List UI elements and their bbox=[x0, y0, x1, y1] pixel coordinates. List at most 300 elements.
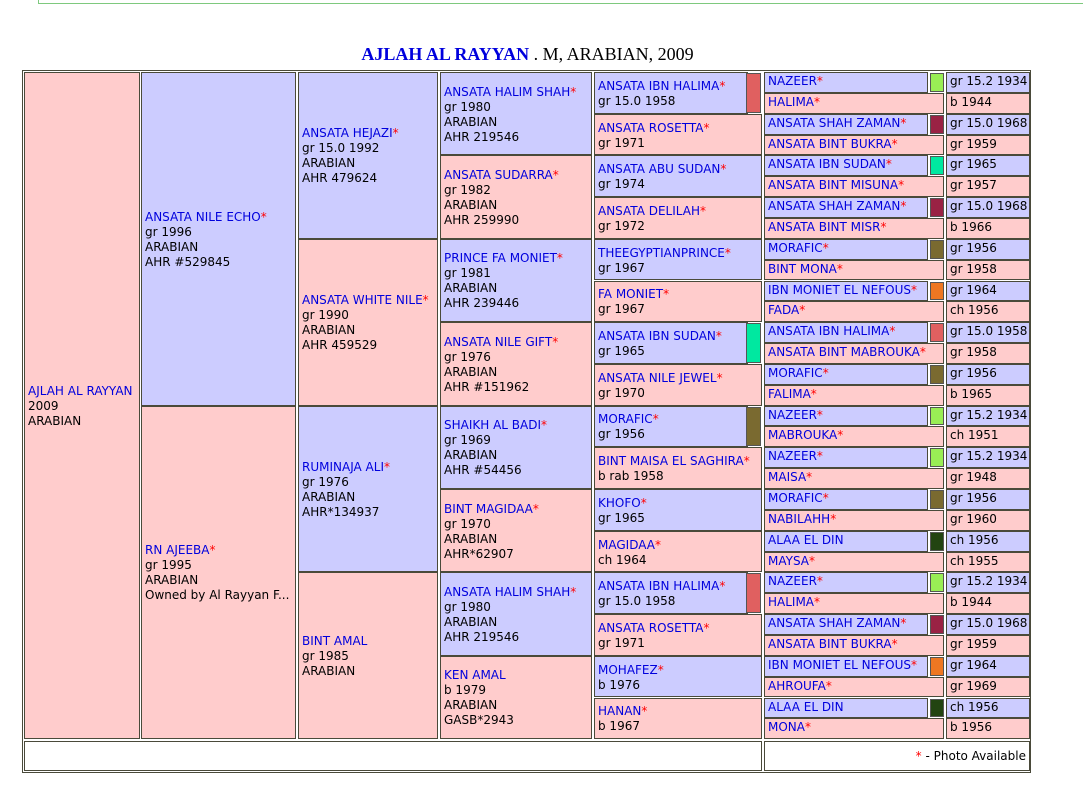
photo-available-marker[interactable]: * bbox=[654, 537, 661, 552]
photo-available-marker[interactable]: * bbox=[570, 585, 577, 600]
photo-available-marker[interactable]: * bbox=[719, 78, 726, 93]
horse-name-link[interactable]: ANSATA SHAH ZAMAN bbox=[768, 616, 901, 631]
horse-name-link[interactable]: ANSATA ROSETTA bbox=[598, 120, 704, 135]
horse-info-line: b 1976 bbox=[598, 677, 640, 692]
horse-name-line bbox=[598, 329, 744, 344]
photo-available-marker[interactable]: * bbox=[911, 657, 917, 672]
horse-info-line: ch 1964 bbox=[598, 552, 647, 567]
horse-name-link[interactable]: MAISA bbox=[768, 470, 807, 485]
gen5-info-cell: gr 1965 bbox=[946, 155, 1030, 176]
photo-available-marker[interactable]: * bbox=[743, 454, 750, 469]
photo-available-marker[interactable]: * bbox=[822, 365, 829, 380]
gen5-horse-cell bbox=[764, 572, 928, 593]
photo-available-marker[interactable]: * bbox=[814, 595, 821, 610]
horse-info-line: AHR 259990 bbox=[444, 213, 520, 228]
horse-info-line: gr 1995 bbox=[145, 558, 192, 573]
color-swatch bbox=[930, 448, 944, 467]
horse-name-link[interactable]: ANSATA DELILAH bbox=[598, 203, 700, 218]
horse-name-link[interactable]: ANSATA HALIM SHAH bbox=[444, 585, 571, 600]
photo-available-marker[interactable]: * bbox=[816, 407, 823, 422]
gen2-horse-cell bbox=[298, 406, 438, 573]
horse-info-line: gr 1980 bbox=[444, 600, 491, 615]
horse-name-line bbox=[598, 162, 758, 177]
horse-info-line: ARABIAN bbox=[444, 364, 498, 379]
horse-info-line: Owned by Al Rayyan F... bbox=[145, 588, 290, 603]
horse-info-line: AHR 219546 bbox=[444, 630, 520, 645]
photo-available-marker[interactable]: * bbox=[830, 511, 837, 526]
gen4-horse-cell bbox=[594, 281, 762, 323]
horse-name-link[interactable]: BINT MONA bbox=[768, 261, 837, 276]
horse-name-link[interactable]: ANSATA BINT MABROUKA bbox=[768, 345, 920, 360]
gen5-horse-cell bbox=[764, 72, 928, 93]
horse-name-line bbox=[444, 168, 588, 183]
horse-name-link[interactable]: ANSATA IBN SUDAN bbox=[768, 157, 886, 172]
color-swatch bbox=[930, 115, 944, 134]
horse-info-line: AHR*134937 bbox=[302, 504, 380, 519]
gen5-horse-cell bbox=[764, 677, 944, 698]
footer-left-cell bbox=[24, 741, 762, 771]
gen5-horse-cell bbox=[764, 322, 928, 343]
gen5-info-cell: gr 1948 bbox=[946, 468, 1030, 489]
color-swatch bbox=[930, 156, 944, 175]
legend-star: * bbox=[915, 749, 922, 764]
horse-name-link[interactable]: FA MONIET bbox=[598, 287, 664, 302]
gen4-horse-cell bbox=[594, 239, 762, 281]
gen5-horse-cell bbox=[764, 135, 944, 156]
horse-name-link[interactable]: AHROUFA bbox=[768, 678, 826, 693]
gen5-info-cell: gr 15.0 1968 bbox=[946, 197, 1030, 218]
horse-name-link[interactable]: ANSATA SUDARRA bbox=[444, 168, 553, 183]
gen5-info-cell: gr 1964 bbox=[946, 656, 1030, 677]
color-swatch bbox=[930, 699, 944, 718]
horse-name-line bbox=[444, 335, 588, 350]
horse-name-line bbox=[598, 454, 758, 469]
horse-name-link[interactable]: MONA bbox=[768, 720, 805, 735]
gen5-info-cell: gr 1959 bbox=[946, 135, 1030, 156]
gen5-info-cell: gr 1969 bbox=[946, 677, 1030, 698]
photo-available-marker[interactable]: * bbox=[260, 209, 267, 224]
horse-name-link[interactable]: PRINCE FA MONIET bbox=[444, 251, 557, 266]
horse-info-line: gr 1981 bbox=[444, 266, 491, 281]
horse-name-link[interactable]: ANSATA NILE GIFT bbox=[444, 334, 553, 349]
photo-available-marker[interactable]: * bbox=[541, 418, 548, 433]
horse-info-line: AHR #151962 bbox=[444, 379, 530, 394]
gen5-info-cell: b 1966 bbox=[946, 218, 1030, 239]
gen3-horse-cell bbox=[440, 155, 592, 238]
photo-available-marker[interactable]: * bbox=[422, 293, 429, 308]
horse-name-link[interactable]: ANSATA WHITE NILE bbox=[302, 293, 423, 308]
horse-name-link[interactable]: HANAN bbox=[598, 704, 642, 719]
gen5-horse-cell bbox=[764, 197, 928, 218]
horse-info-line: gr 1967 bbox=[598, 302, 645, 317]
horse-name-link[interactable]: ANSATA BINT BUKRA bbox=[768, 136, 892, 151]
photo-available-marker[interactable]: * bbox=[641, 704, 648, 719]
photo-available-marker[interactable]: * bbox=[657, 662, 664, 677]
horse-info-line: AHR 459529 bbox=[302, 338, 378, 353]
gen5-info-cell: ch 1951 bbox=[946, 426, 1030, 447]
horse-info-line: gr 1982 bbox=[444, 183, 491, 198]
horse-name-line bbox=[302, 293, 434, 308]
gen5-horse-cell bbox=[764, 114, 928, 135]
gen2-horse-cell bbox=[298, 239, 438, 406]
gen1-horse-cell bbox=[141, 406, 296, 740]
horse-name-link[interactable]: NAZEER bbox=[768, 407, 817, 422]
horse-name-line bbox=[444, 585, 588, 600]
horse-name-link[interactable]: ANSATA HALIM SHAH bbox=[444, 84, 571, 99]
photo-available-marker[interactable]: * bbox=[806, 470, 813, 485]
horse-name-link[interactable]: AJLAH AL RAYYAN bbox=[28, 384, 133, 399]
photo-available-marker[interactable]: * bbox=[822, 240, 829, 255]
color-swatch bbox=[930, 490, 944, 509]
gen5-horse-cell bbox=[764, 155, 928, 176]
gen5-horse-cell bbox=[764, 531, 928, 552]
color-swatch bbox=[930, 282, 944, 301]
photo-available-marker[interactable]: * bbox=[825, 678, 832, 693]
photo-available-marker[interactable]: * bbox=[900, 115, 907, 130]
gen5-horse-cell bbox=[764, 364, 928, 385]
gen5-info-cell: gr 15.0 1958 bbox=[946, 322, 1030, 343]
photo-available-marker[interactable]: * bbox=[383, 459, 390, 474]
horse-info-line: 2009 bbox=[28, 399, 59, 414]
horse-info-line: gr 1980 bbox=[444, 99, 491, 114]
gen5-horse-cell bbox=[764, 614, 928, 635]
horse-name-line bbox=[145, 210, 292, 225]
horse-name-link[interactable]: THEEGYPTIANPRINCE bbox=[598, 245, 725, 260]
horse-name-link[interactable]: MAYSA bbox=[768, 553, 810, 568]
horse-info-line: gr 15.0 1958 bbox=[598, 594, 676, 609]
gen5-horse-cell bbox=[764, 593, 944, 614]
photo-available-marker[interactable]: * bbox=[640, 495, 647, 510]
gen5-info-cell: gr 15.2 1934 bbox=[946, 72, 1030, 93]
photo-available-marker[interactable]: * bbox=[891, 136, 898, 151]
horse-info-line: AHR 219546 bbox=[444, 129, 520, 144]
color-swatch bbox=[930, 365, 944, 384]
horse-name-line bbox=[302, 634, 434, 649]
horse-name-link[interactable]: NABILAHH bbox=[768, 511, 831, 526]
horse-name-link[interactable]: MORAFIC bbox=[768, 491, 823, 505]
gen5-horse-cell bbox=[764, 260, 944, 281]
horse-name-link[interactable]: IBN MONIET EL NEFOUS bbox=[768, 282, 911, 297]
horse-name-link[interactable]: SHAIKH AL BADI bbox=[444, 418, 542, 433]
photo-available-marker[interactable]: * bbox=[720, 162, 727, 177]
horse-info-line: AHR #54456 bbox=[444, 463, 522, 478]
gen5-horse-cell bbox=[764, 281, 928, 302]
gen5-horse-cell bbox=[764, 301, 944, 322]
horse-info-line: gr 15.0 1992 bbox=[302, 141, 380, 156]
horse-name-link[interactable]: BINT MAISA EL SAGHIRA bbox=[598, 454, 744, 469]
color-swatch bbox=[930, 657, 944, 676]
horse-info-line: ARABIAN bbox=[302, 489, 356, 504]
photo-available-marker[interactable]: * bbox=[816, 74, 823, 88]
gen5-horse-cell bbox=[764, 718, 944, 739]
gen5-info-cell: gr 1959 bbox=[946, 635, 1030, 656]
photo-available-marker[interactable]: * bbox=[209, 543, 216, 558]
color-swatch bbox=[746, 323, 761, 363]
gen5-info-cell: gr 1956 bbox=[946, 239, 1030, 260]
horse-name-link[interactable]: ANSATA SHAH ZAMAN bbox=[768, 115, 901, 130]
horse-info-line: gr 1985 bbox=[302, 649, 349, 664]
horse-info-line: b 1967 bbox=[598, 719, 640, 734]
horse-name-link[interactable]: MOHAFEZ bbox=[598, 662, 658, 677]
photo-available-marker[interactable]: * bbox=[911, 282, 917, 297]
gen5-horse-cell bbox=[764, 447, 928, 468]
gen5-horse-cell bbox=[764, 698, 928, 719]
horse-name-link[interactable]: ANSATA ABU SUDAN bbox=[598, 162, 721, 177]
horse-info-line: ARABIAN bbox=[444, 531, 498, 546]
horse-name-line bbox=[444, 668, 588, 683]
horse-name-link[interactable]: BINT MAGIDAA bbox=[444, 501, 533, 516]
gen5-horse-cell bbox=[764, 552, 944, 573]
horse-name-link[interactable]: ANSATA BINT MISR bbox=[768, 219, 881, 234]
horse-info-line: ARABIAN bbox=[444, 198, 498, 213]
horse-name-link[interactable]: MAGIDAA bbox=[598, 537, 655, 552]
horse-name-link[interactable]: MORAFIC bbox=[768, 365, 823, 380]
horse-name-link[interactable]: FALIMA bbox=[768, 386, 811, 401]
horse-name-link[interactable]: FADA bbox=[768, 303, 800, 318]
photo-available-marker[interactable]: * bbox=[799, 303, 806, 318]
photo-available-marker[interactable]: * bbox=[885, 157, 892, 172]
photo-available-marker[interactable]: * bbox=[809, 553, 816, 568]
gen3-horse-cell bbox=[440, 572, 592, 655]
color-swatch bbox=[746, 573, 761, 613]
color-swatch bbox=[930, 407, 944, 426]
horse-name-line bbox=[598, 371, 758, 386]
horse-name-line bbox=[302, 460, 434, 475]
horse-info-line: gr 1990 bbox=[302, 308, 349, 323]
photo-available-marker[interactable]: * bbox=[392, 126, 399, 141]
horse-name-link[interactable]: ANSATA HEJAZI bbox=[302, 126, 393, 141]
gen5-horse-cell bbox=[764, 468, 944, 489]
horse-name-line bbox=[28, 384, 136, 399]
horse-name-line bbox=[598, 663, 758, 678]
title-horse-name: AJLAH AL RAYYAN bbox=[361, 44, 530, 64]
gen4-horse-cell bbox=[594, 698, 762, 740]
horse-name-line bbox=[598, 704, 758, 719]
photo-available-marker[interactable]: * bbox=[900, 199, 907, 214]
horse-info-line: ARABIAN bbox=[302, 156, 356, 171]
horse-info-line: gr 1965 bbox=[598, 510, 645, 525]
photo-available-marker[interactable]: * bbox=[900, 616, 907, 631]
photo-available-marker[interactable]: * bbox=[699, 203, 706, 218]
horse-name-line bbox=[444, 85, 588, 100]
gen4-horse-cell bbox=[594, 531, 762, 573]
horse-info-line: ARABIAN bbox=[444, 114, 498, 129]
horse-name-line bbox=[444, 502, 588, 517]
gen5-horse-cell bbox=[764, 426, 944, 447]
photo-available-marker[interactable]: * bbox=[836, 261, 843, 276]
horse-name-link[interactable]: ANSATA IBN HALIMA bbox=[768, 324, 890, 339]
horse-name-link[interactable]: NAZEER bbox=[768, 574, 817, 589]
color-swatch bbox=[930, 198, 944, 217]
horse-name-line bbox=[444, 251, 588, 266]
gen4-horse-cell bbox=[594, 489, 762, 531]
photo-available-marker[interactable]: * bbox=[719, 579, 726, 594]
photo-available-marker[interactable]: * bbox=[652, 412, 659, 427]
horse-name-link[interactable]: ANSATA IBN SUDAN bbox=[598, 329, 716, 344]
horse-name-link[interactable]: ANSATA BINT MISUNA bbox=[768, 178, 899, 193]
horse-name-link[interactable]: ANSATA SHAH ZAMAN bbox=[768, 199, 901, 214]
horse-name-link[interactable]: MORAFIC bbox=[768, 240, 823, 255]
photo-available-marker[interactable]: * bbox=[837, 428, 844, 443]
horse-info-line: ARABIAN bbox=[145, 239, 199, 254]
horse-info-line: ARABIAN bbox=[444, 698, 498, 713]
horse-name-link[interactable]: HALIMA bbox=[768, 595, 815, 610]
top-frame-border bbox=[38, 0, 1083, 4]
horse-name-line bbox=[598, 79, 744, 94]
horse-info-line: gr 1969 bbox=[444, 433, 491, 448]
gen5-info-cell: gr 15.2 1934 bbox=[946, 406, 1030, 427]
gen5-info-cell: b 1956 bbox=[946, 718, 1030, 739]
horse-name-link[interactable]: HALIMA bbox=[768, 94, 815, 109]
horse-info-line: ARABIAN bbox=[302, 323, 356, 338]
gen3-horse-cell bbox=[440, 489, 592, 572]
photo-available-marker[interactable]: * bbox=[715, 329, 722, 344]
color-swatch bbox=[930, 240, 944, 259]
gen5-horse-cell bbox=[764, 489, 928, 510]
gen2-horse-cell bbox=[298, 72, 438, 239]
horse-name-line bbox=[598, 496, 758, 511]
gen5-info-cell: ch 1956 bbox=[946, 698, 1030, 719]
photo-available-marker[interactable]: * bbox=[552, 334, 559, 349]
gen3-horse-cell bbox=[440, 656, 592, 739]
photo-available-marker[interactable]: * bbox=[716, 370, 723, 385]
photo-available-marker[interactable]: * bbox=[552, 168, 559, 183]
page-title bbox=[0, 44, 1055, 65]
gen5-info-cell: gr 1956 bbox=[946, 364, 1030, 385]
legend-text: - Photo Available bbox=[921, 749, 1026, 764]
photo-available-marker[interactable]: * bbox=[556, 251, 563, 266]
horse-info-line: gr 1971 bbox=[598, 635, 645, 650]
gen5-info-cell: ch 1955 bbox=[946, 552, 1030, 573]
gen5-info-cell: b 1965 bbox=[946, 385, 1030, 406]
photo-available-marker[interactable]: * bbox=[919, 345, 926, 360]
photo-available-marker[interactable]: * bbox=[663, 287, 670, 302]
horse-info-line: ARABIAN bbox=[28, 414, 82, 429]
color-swatch bbox=[930, 573, 944, 592]
gen5-horse-cell bbox=[764, 385, 944, 406]
horse-name-line bbox=[598, 246, 758, 261]
gen5-info-cell: gr 1960 bbox=[946, 510, 1030, 531]
gen5-info-cell: gr 1956 bbox=[946, 489, 1030, 510]
gen4-horse-cell bbox=[594, 447, 762, 489]
gen4-horse-cell bbox=[594, 72, 748, 114]
gen5-horse-cell bbox=[764, 406, 928, 427]
gen5-info-cell: gr 15.2 1934 bbox=[946, 572, 1030, 593]
color-swatch bbox=[930, 532, 944, 551]
horse-name-link[interactable]: RUMINAJA ALI bbox=[302, 459, 384, 474]
horse-name-link[interactable]: ANSATA BINT BUKRA bbox=[768, 636, 892, 651]
horse-info-line: ARABIAN bbox=[444, 615, 498, 630]
horse-info-line: gr 1974 bbox=[598, 177, 645, 192]
gen4-horse-cell bbox=[594, 322, 748, 364]
horse-info-line: gr 1976 bbox=[444, 349, 491, 364]
horse-info-line: gr 1965 bbox=[598, 344, 645, 359]
gen4-horse-cell bbox=[594, 155, 762, 197]
photo-available-marker[interactable]: * bbox=[816, 449, 823, 464]
gen5-horse-cell bbox=[764, 510, 944, 531]
gen1-horse-cell bbox=[141, 72, 296, 406]
photo-available-marker[interactable]: * bbox=[816, 574, 823, 589]
horse-name-line bbox=[598, 121, 758, 136]
gen5-horse-cell bbox=[764, 93, 944, 114]
photo-available-marker[interactable]: * bbox=[891, 636, 898, 651]
photo-available-marker[interactable]: * bbox=[898, 178, 905, 193]
horse-name-line bbox=[444, 418, 588, 433]
photo-available-marker[interactable]: * bbox=[703, 120, 710, 135]
horse-info-line: AHR #529845 bbox=[145, 254, 231, 269]
photo-available-marker[interactable]: * bbox=[814, 94, 821, 109]
photo-available-marker[interactable]: * bbox=[570, 84, 577, 99]
gen5-horse-cell bbox=[764, 218, 944, 239]
photo-available-marker[interactable]: * bbox=[703, 620, 710, 635]
horse-name-link[interactable]: ANSATA NILE ECHO bbox=[145, 209, 261, 224]
horse-name-line bbox=[598, 204, 758, 219]
photo-available-marker[interactable]: * bbox=[804, 720, 811, 735]
horse-name-link[interactable]: ANSATA NILE JEWEL bbox=[598, 370, 717, 385]
horse-name-link[interactable]: MORAFIC bbox=[598, 412, 653, 427]
horse-name-link[interactable]: ANSATA IBN HALIMA bbox=[598, 78, 720, 93]
horse-name-link[interactable]: ALAA EL DIN bbox=[768, 699, 844, 714]
horse-name-link[interactable]: KHOFO bbox=[598, 495, 641, 510]
photo-available-marker[interactable]: * bbox=[532, 501, 539, 516]
color-swatch bbox=[746, 73, 761, 113]
gen5-horse-cell bbox=[764, 343, 944, 364]
gen5-horse-cell bbox=[764, 239, 928, 260]
horse-name-link[interactable]: ANSATA ROSETTA bbox=[598, 620, 704, 635]
photo-available-marker[interactable]: * bbox=[880, 219, 887, 234]
photo-available-marker[interactable]: * bbox=[810, 386, 817, 401]
horse-info-line: gr 15.0 1958 bbox=[598, 93, 676, 108]
horse-name-link[interactable]: RN AJEEBA bbox=[145, 543, 210, 558]
gen3-horse-cell bbox=[440, 406, 592, 489]
color-swatch bbox=[746, 407, 761, 447]
horse-name-link[interactable]: KEN AMAL bbox=[444, 668, 506, 683]
gen5-info-cell: gr 1958 bbox=[946, 260, 1030, 281]
horse-name-line bbox=[145, 543, 292, 558]
gen4-horse-cell bbox=[594, 614, 762, 656]
gen2-horse-cell bbox=[298, 572, 438, 739]
gen5-horse-cell bbox=[764, 656, 928, 677]
horse-name-line bbox=[598, 412, 744, 427]
gen5-horse-cell bbox=[764, 176, 944, 197]
horse-name-link[interactable]: NAZEER bbox=[768, 74, 817, 88]
gen5-info-cell: ch 1956 bbox=[946, 301, 1030, 322]
gen4-horse-cell bbox=[594, 197, 762, 239]
gen5-info-cell: b 1944 bbox=[946, 593, 1030, 614]
horse-info-line: AHR*62907 bbox=[444, 546, 514, 561]
horse-info-line: b rab 1958 bbox=[598, 469, 664, 484]
horse-name-link[interactable]: BINT AMAL bbox=[302, 634, 368, 649]
photo-available-marker[interactable]: * bbox=[889, 324, 896, 339]
horse-name-link[interactable]: MABROUKA bbox=[768, 428, 838, 443]
horse-name-link[interactable]: ALAA EL DIN bbox=[768, 532, 844, 547]
color-swatch bbox=[930, 615, 944, 634]
horse-name-link[interactable]: ANSATA IBN HALIMA bbox=[598, 579, 720, 594]
photo-available-marker[interactable]: * bbox=[822, 491, 829, 505]
horse-info-line: ARABIAN bbox=[302, 664, 356, 679]
gen3-horse-cell bbox=[440, 322, 592, 405]
horse-info-line: ARABIAN bbox=[444, 448, 498, 463]
horse-name-line bbox=[598, 579, 744, 594]
horse-info-line: ARABIAN bbox=[145, 573, 199, 588]
gen4-horse-cell bbox=[594, 114, 762, 156]
gen5-info-cell: ch 1956 bbox=[946, 531, 1030, 552]
horse-name-link[interactable]: IBN MONIET EL NEFOUS bbox=[768, 657, 911, 672]
horse-name-link[interactable]: NAZEER bbox=[768, 449, 817, 464]
title-details: . M, ARABIAN, 2009 bbox=[533, 44, 694, 64]
gen5-info-cell: gr 15.0 1968 bbox=[946, 114, 1030, 135]
photo-available-marker[interactable]: * bbox=[724, 245, 731, 260]
